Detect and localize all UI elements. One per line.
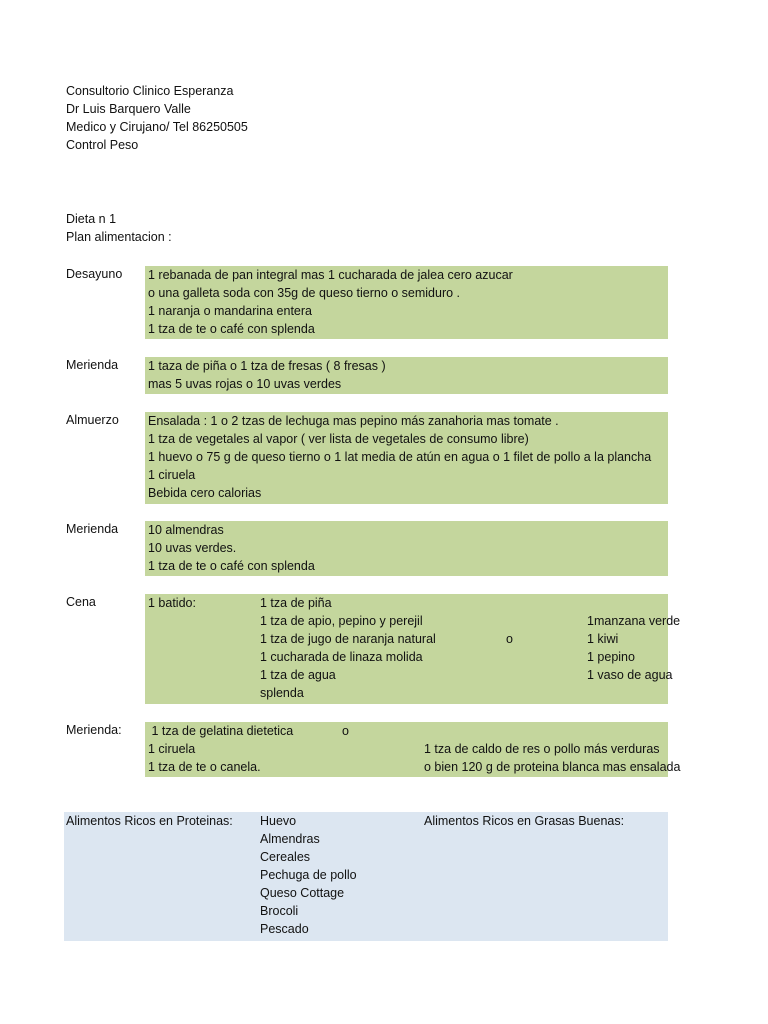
meal-box-desayuno <box>145 266 668 339</box>
meal-line: Ensalada : 1 o 2 tzas de lechuga mas pepino más zanahoria mas tomate . <box>148 414 559 428</box>
merienda-alt-option: o bien 120 g de proteina blanca mas ensalada <box>424 760 681 774</box>
cena-ingredient: 1 cucharada de linaza molida <box>260 650 423 664</box>
meal-line: 10 uvas verdes. <box>148 541 237 555</box>
protein-food-item: Pescado <box>260 922 309 936</box>
cena-alt-ingredient: 1 pepino <box>587 650 635 664</box>
meal-line: 1 taza de piña o 1 tza de fresas ( 8 fresas ) <box>148 359 386 373</box>
meal-line: 1 tza de vegetales al vapor ( ver lista de vegetales de consumo libre) <box>148 432 529 446</box>
meal-line: 1 naranja o mandarina entera <box>148 304 313 318</box>
doctor-title-phone: Medico y Cirujano/ Tel 86250505 <box>66 120 248 134</box>
merienda-or: o <box>342 724 349 738</box>
clinic-name: Consultorio Clinico Esperanza <box>66 84 234 98</box>
protein-foods-label: Alimentos Ricos en Proteinas: <box>66 814 233 828</box>
meal-line: o una galleta soda con 35g de queso tierno o semiduro . <box>148 286 461 300</box>
protein-food-item: Huevo <box>260 814 297 828</box>
meal-label-merienda-2: Merienda <box>66 522 119 536</box>
meal-box-merienda-1 <box>145 357 668 394</box>
meal-box-merienda-2 <box>145 521 668 576</box>
meal-line: Bebida cero calorias <box>148 486 262 500</box>
merienda-option: 1 tza de gelatina dietetica <box>148 724 294 738</box>
cena-alt-ingredient: 1 vaso de agua <box>587 668 673 682</box>
food-lists-box <box>64 812 668 941</box>
cena-ingredient: 1 tza de piña <box>260 596 332 610</box>
protein-food-item: Queso Cottage <box>260 886 345 900</box>
meal-line: 1 rebanada de pan integral mas 1 cucharada de jalea cero azucar <box>148 268 513 282</box>
cena-ingredient: 1 tza de jugo de naranja natural <box>260 632 436 646</box>
merienda-option: 1 ciruela <box>148 742 196 756</box>
meal-box-almuerzo <box>145 412 668 504</box>
cena-ingredient: 1 tza de agua <box>260 668 336 682</box>
meal-line: 1 huevo o 75 g de queso tierno o 1 lat media de atún en agua o 1 filet de pollo a la plancha <box>148 450 652 464</box>
meal-label-merienda-3: Merienda: <box>66 723 122 737</box>
meal-label-merienda-1: Merienda <box>66 358 119 372</box>
cena-ingredient: 1 tza de apio, pepino y perejil <box>260 614 423 628</box>
meal-label-almuerzo: Almuerzo <box>66 413 119 427</box>
fat-foods-label: Alimentos Ricos en Grasas Buenas: <box>424 814 625 828</box>
meal-label-desayuno: Desayuno <box>66 267 123 281</box>
protein-food-item: Almendras <box>260 832 320 846</box>
document-purpose: Control Peso <box>66 138 139 152</box>
meal-line: 1 tza de te o café con splenda <box>148 322 315 336</box>
protein-food-item: Brocoli <box>260 904 299 918</box>
meal-line: 10 almendras <box>148 523 224 537</box>
merienda-option: 1 tza de te o canela. <box>148 760 261 774</box>
merienda-alt-option: 1 tza de caldo de res o pollo más verduras <box>424 742 660 756</box>
meal-label-cena: Cena <box>66 595 96 609</box>
cena-or: o <box>506 632 513 646</box>
cena-alt-ingredient: 1manzana verde <box>587 614 681 628</box>
protein-food-item: Cereales <box>260 850 311 864</box>
diet-subtitle: Plan alimentacion : <box>66 230 172 244</box>
cena-batido-label: 1 batido: <box>148 596 196 610</box>
meal-box-cena <box>145 594 681 704</box>
meal-box-merienda-3 <box>145 722 681 777</box>
cena-alt-ingredient: 1 kiwi <box>587 632 619 646</box>
doctor-name: Dr Luis Barquero Valle <box>66 102 191 116</box>
protein-food-item: Pechuga de pollo <box>260 868 357 882</box>
diet-title: Dieta n 1 <box>66 212 117 226</box>
meal-line: 1 tza de te o café con splenda <box>148 559 315 573</box>
meal-line: 1 ciruela <box>148 468 196 482</box>
meal-line: mas 5 uvas rojas o 10 uvas verdes <box>148 377 342 391</box>
cena-ingredient: splenda <box>260 686 304 700</box>
